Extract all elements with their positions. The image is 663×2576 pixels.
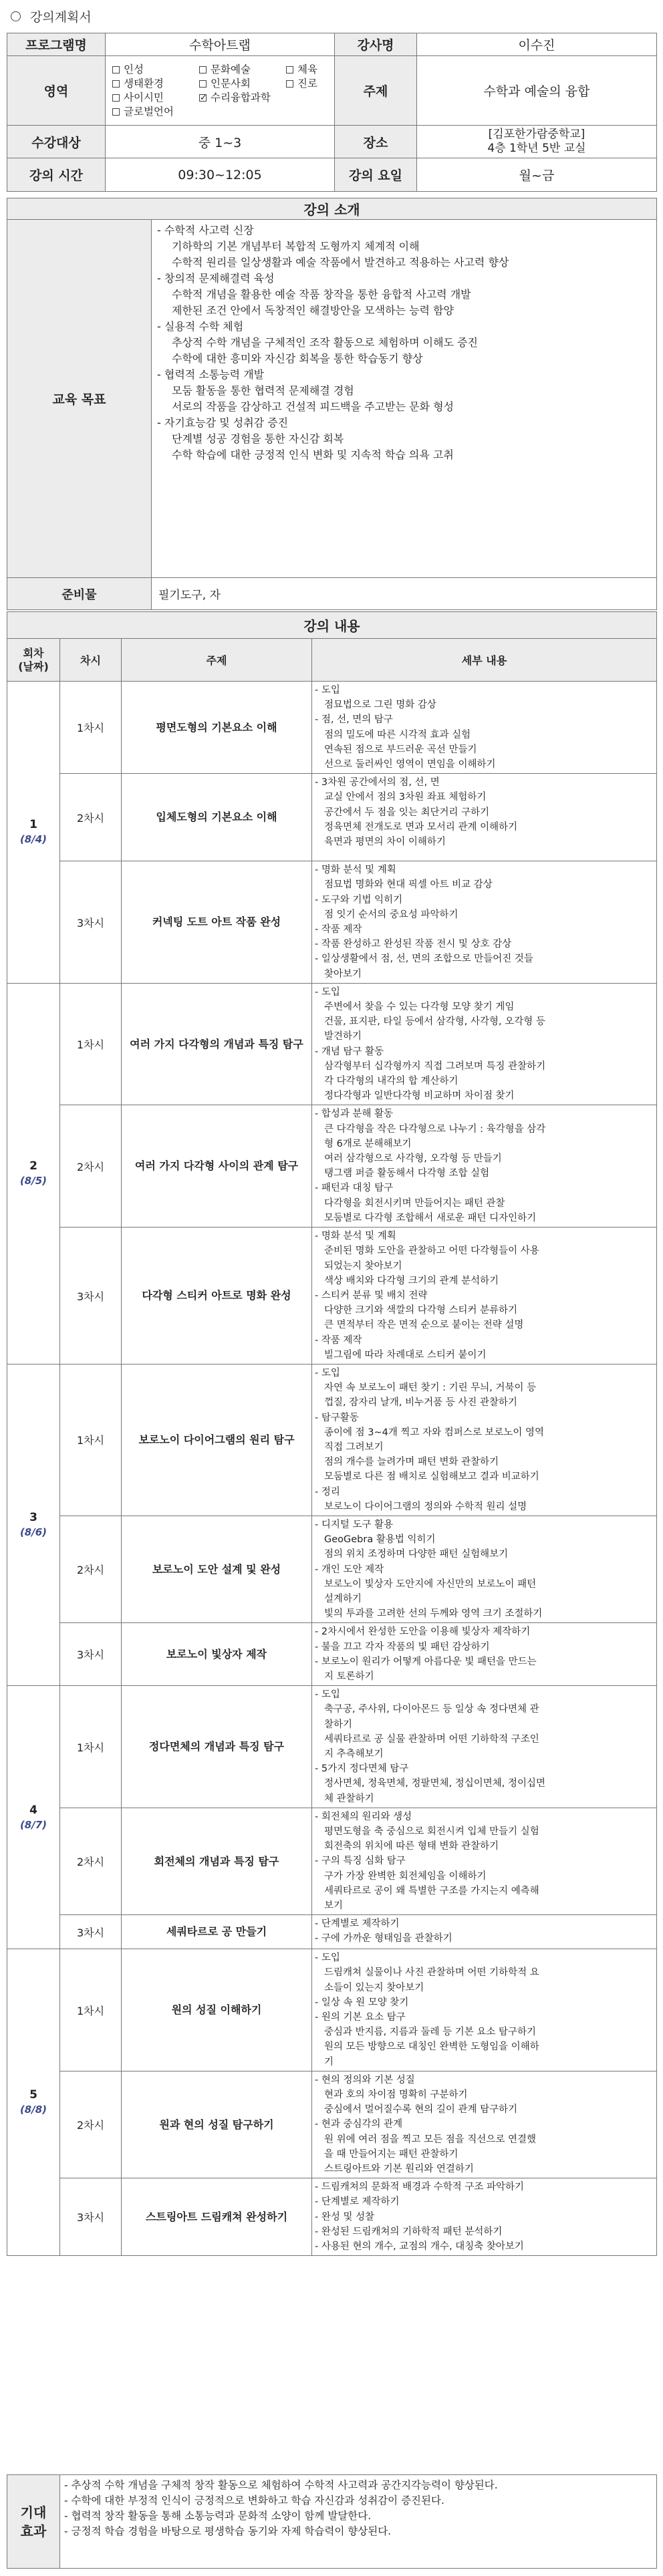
place-line-2: 4층 1학년 5반 교실 <box>487 142 586 155</box>
doc-header <box>7 3 92 29</box>
detail-line: 지 추측해보기 <box>324 1749 384 1759</box>
content-title: 강의 내용 <box>7 612 657 639</box>
detail-line: 각 다각형의 내각의 합 계산하기 <box>324 1076 458 1087</box>
day-number: 4 <box>29 1803 37 1817</box>
detail-line: 탱그램 퍼즐 활동해서 다각형 조합 실험 <box>324 1168 490 1179</box>
goal-detail: 모둠 활동을 통한 협력적 문제해결 경험 <box>172 384 354 397</box>
detail-line: 다각형을 회전시키며 만들어지는 패턴 관찰 <box>324 1197 505 1209</box>
detail-line: - 완성된 드림캐쳐의 기하학적 패턴 분석하기 <box>315 2225 654 2239</box>
session-details <box>312 2178 657 2256</box>
detail-line: 공간에서 두 점을 잇는 최단거리 구하기 <box>324 807 490 818</box>
domain-option-label: 문화예술 <box>211 63 251 76</box>
domain-option-label: 체육 <box>297 63 317 76</box>
detail-line: - 도구와 기법 익히기 <box>315 893 654 907</box>
goal-detail: 수학 학습에 대한 긍정적 인식 변화 및 지속적 학습 의욕 고취 <box>172 448 454 461</box>
detail-line: 빛의 투과를 고려한 선의 두께와 영역 크기 조절하기 <box>324 1608 543 1620</box>
detail-line: 축구공, 주사위, 다이아몬드 등 일상 속 정다면체 관 <box>324 1704 539 1715</box>
place-value <box>417 126 657 158</box>
session-row <box>7 1228 657 1365</box>
checkbox-icon <box>199 80 207 88</box>
domain-option <box>286 63 360 76</box>
detail-line: 중심에서 멀어질수록 현의 길이 관계 탐구하기 <box>324 2104 518 2116</box>
session-topic: 입체도형의 기본요소 이해 <box>122 774 312 861</box>
detail-line: 큰 면적부터 작은 면적 순으로 붙이는 전략 설명 <box>324 1320 524 1331</box>
detail-line: - 2차시에서 완성한 도안을 이용해 빛상자 제작하기 <box>315 1624 654 1639</box>
detail-line: 정육면체 전개도로 면과 모서리 관계 이해하기 <box>324 821 518 833</box>
day-cell <box>7 983 60 1364</box>
detail-line: 스트링아트와 기본 원리와 연결하기 <box>324 2164 474 2175</box>
session-topic: 보로노이 도안 설계 및 완성 <box>122 1516 312 1622</box>
checkbox-icon <box>286 66 293 74</box>
detail-line: 점묘법으로 그린 명화 감상 <box>324 700 436 711</box>
detail-line: - 도입 <box>315 683 654 698</box>
detail-line: - 명화 분석 및 계획 <box>315 1229 654 1244</box>
detail-line: 형 6개로 분해해보기 <box>324 1138 412 1149</box>
checkbox-icon <box>199 66 207 74</box>
domain-checklist <box>106 56 335 126</box>
doc-title: 강의계획서 <box>30 9 92 25</box>
detail-line: - 작품 완성하고 완성된 작품 전시 및 상호 감상 <box>315 937 654 952</box>
program-label: 프로그램명 <box>7 33 106 56</box>
detail-line: - 3차원 공간에서의 점, 선, 면 <box>315 775 654 790</box>
expectation-item: - 수학에 대한 부정적 인식이 긍정적으로 변화하고 학습 자신감과 성취감이 증진된다. <box>64 2493 652 2509</box>
detail-line: - 현과 중심각의 관계 <box>315 2117 654 2132</box>
detail-line: 점의 개수를 늘려가며 패턴 변화 관찰하기 <box>324 1457 499 1468</box>
day-number: 5 <box>29 2088 37 2102</box>
prep-value: 필기도구, 자 <box>152 578 657 610</box>
goal-heading: - 자기효능감 및 성취감 증진 <box>157 415 651 431</box>
intro-title: 강의 소개 <box>7 198 657 220</box>
session-row <box>7 2071 657 2178</box>
session-row <box>7 1516 657 1622</box>
session-row <box>7 1949 657 2071</box>
detail-line: 드림캐쳐 실물이나 사진 관찰하며 어떤 기하학적 요 <box>324 1967 539 1979</box>
detail-line: 점 잇기 순서의 중요성 파악하기 <box>324 909 458 920</box>
detail-line: 점의 위치 조정하며 다양한 패턴 실험해보기 <box>324 1549 509 1560</box>
domain-option-label: 사이시민 <box>124 91 164 104</box>
domain-option-label: 인문사회 <box>211 77 251 90</box>
time-label: 강의 시간 <box>7 158 106 192</box>
domain-option <box>286 78 360 90</box>
checkbox-icon <box>286 80 293 88</box>
detail-line: 찾아보기 <box>324 968 362 980</box>
session-row <box>7 682 657 774</box>
detail-line: 지 토론하기 <box>324 1671 374 1682</box>
expectation-label: 기대 효과 <box>7 2475 60 2569</box>
domain-option-label: 진로 <box>297 77 317 90</box>
detail-line: 껍질, 잠자리 날개, 비누거품 등 사진 관찰하기 <box>324 1397 517 1409</box>
detail-line: - 드림캐쳐의 문화적 배경과 수학적 구조 파악하기 <box>315 2180 654 2194</box>
detail-line: 색상 배치와 다각형 크기의 관계 분석하기 <box>324 1275 499 1286</box>
checkbox-icon <box>112 66 120 74</box>
detail-line: - 도입 <box>315 985 654 1000</box>
session-label: 3차시 <box>60 1623 122 1686</box>
session-details <box>312 682 657 774</box>
place-line-1: [김포한가람중학교] <box>488 128 585 141</box>
domain-label: 영역 <box>7 56 106 126</box>
domain-option-label: 생태환경 <box>124 77 164 90</box>
detail-line: 다양한 크기와 색깔의 다각형 스티커 분류하기 <box>324 1305 518 1316</box>
detail-line: 정다각형과 일반다각형 비교하며 차이점 찾기 <box>324 1091 515 1102</box>
detail-line: - 개념 탐구 활동 <box>315 1044 654 1059</box>
detail-line: 연속된 점으로 부드러운 곡선 만들기 <box>324 744 477 755</box>
detail-line: 원의 모든 방향으로 대칭인 완벽한 도형임을 이해하 <box>324 2041 539 2053</box>
target-label: 수강대상 <box>7 126 106 158</box>
detail-line: - 작품 제작 <box>315 1333 654 1348</box>
detail-line: 정사면체, 정육면체, 정팔면체, 정십이면체, 정이십면 <box>324 1778 546 1790</box>
session-details <box>312 1686 657 1808</box>
detail-line: 여러 삼각형으로 사각형, 오각형 등 만들기 <box>324 1153 502 1165</box>
detail-line: 회전축의 위치에 따른 형태 변화 관찰하기 <box>324 1841 499 1852</box>
detail-line: 원 위에 여러 점을 찍고 모든 점을 직선으로 연결했 <box>324 2134 537 2145</box>
session-label: 3차시 <box>60 1228 122 1365</box>
detail-line: - 구에 가까운 형태임을 관찰하기 <box>315 1931 654 1946</box>
detail-line: - 스티커 분류 및 배치 전략 <box>315 1288 654 1303</box>
detail-line: 세쿼타르로 공 실물 관찰하며 어떤 기하학적 구조인 <box>324 1733 539 1745</box>
session-label: 1차시 <box>60 682 122 774</box>
session-label: 2차시 <box>60 1516 122 1622</box>
detail-line: 모둠별로 다른 점 배치로 실험해보고 결과 비교하기 <box>324 1471 539 1483</box>
detail-line: 빌그림에 따라 차례대로 스티커 붙이기 <box>324 1349 487 1361</box>
circle-bullet-icon <box>11 11 21 21</box>
expectation-item: - 협력적 창작 활동을 통해 소통능력과 문화적 소양이 함께 발달한다. <box>64 2509 652 2524</box>
detail-line: - 패턴과 대칭 탐구 <box>315 1181 654 1195</box>
day-date: (8/8) <box>19 2104 47 2116</box>
detail-line: - 5가지 정다면체 탐구 <box>315 1761 654 1776</box>
session-topic: 보로노이 빛상자 제작 <box>122 1623 312 1686</box>
detail-line: 교실 안에서 점의 3차원 좌표 체험하기 <box>324 792 487 803</box>
detail-line: - 디지털 도구 활용 <box>315 1518 654 1532</box>
session-label: 2차시 <box>60 774 122 861</box>
goal-detail: 기하학의 기본 개념부터 복합적 도형까지 체계적 이해 <box>172 240 420 253</box>
detail-line: - 완성 및 성찰 <box>315 2210 654 2225</box>
detail-line: 보기 <box>324 1900 344 1912</box>
session-topic: 세쿼타르로 공 만들기 <box>122 1915 312 1949</box>
detail-line: 세쿼타르로 공이 왜 특별한 구조를 가지는지 예측해 <box>324 1885 539 1896</box>
goal-detail: 수학적 원리를 일상생활과 예술 작품에서 발견하고 적용하는 사고력 향상 <box>172 256 509 269</box>
detail-line: 소들이 있는지 찾아보기 <box>324 1982 424 1993</box>
time-value: 09:30~12:05 <box>106 158 335 192</box>
day-cell <box>7 682 60 984</box>
detail-line: 보로노이 다이어그램의 정의와 수학적 원리 설명 <box>324 1501 527 1512</box>
detail-line: - 점, 선, 면의 탐구 <box>315 712 654 727</box>
goal-heading: - 실용적 수학 체험 <box>157 319 651 335</box>
detail-line: - 사용된 현의 개수, 교점의 개수, 대칭축 찾아보기 <box>315 2239 654 2254</box>
detail-line: 삼각형부터 십각형까지 직접 그려보며 특징 관찰하기 <box>324 1060 546 1072</box>
session-details <box>312 1949 657 2071</box>
session-label: 3차시 <box>60 1915 122 1949</box>
session-details <box>312 1623 657 1686</box>
session-row <box>7 2178 657 2256</box>
session-topic: 여러 가지 다각형의 개념과 특징 탐구 <box>122 983 312 1105</box>
session-details <box>312 774 657 861</box>
detail-line: 직접 그려보기 <box>324 1441 384 1453</box>
session-label: 1차시 <box>60 983 122 1105</box>
prep-label: 준비물 <box>7 578 152 610</box>
session-row <box>7 1364 657 1516</box>
detail-line: - 작품 제작 <box>315 922 654 937</box>
session-details <box>312 1915 657 1949</box>
detail-line: 을 때 만들어지는 패턴 관찰하기 <box>324 2148 458 2160</box>
detail-line: - 도입 <box>315 1687 654 1702</box>
session-row <box>7 1808 657 1914</box>
detail-line: 점의 밀도에 따른 시각적 효과 실험 <box>324 729 471 740</box>
session-row <box>7 1623 657 1686</box>
day-cell <box>7 1364 60 1685</box>
session-details <box>312 1105 657 1228</box>
session-details <box>312 1516 657 1622</box>
info-table <box>7 33 657 192</box>
detail-line: 설계하기 <box>324 1593 362 1604</box>
checkbox-icon <box>112 94 120 102</box>
session-details <box>312 1808 657 1914</box>
domain-option <box>199 63 286 76</box>
detail-line: 선으로 둘러싸인 영역이 면임을 이해하기 <box>324 759 496 770</box>
goal-heading: - 협력적 소통능력 개발 <box>157 367 651 383</box>
expectation-item: - 추상적 수학 개념을 구체적 창작 활동으로 체험하여 수학적 사고력과 공간지각능력이 향상된다. <box>64 2478 652 2493</box>
detail-line: GeoGebra 활용법 익히기 <box>324 1534 436 1546</box>
detail-line: - 탐구활동 <box>315 1411 654 1425</box>
detail-line: 모둠별로 다각형 조합해서 새로운 패턴 디자인하기 <box>324 1212 537 1224</box>
day-date: (8/5) <box>19 1175 47 1187</box>
col-session-header: 차시 <box>60 639 122 682</box>
domain-option <box>112 92 199 104</box>
expectation-item: - 긍정적 학습 경험을 바탕으로 평생학습 동기와 자제 학습력이 향상된다. <box>64 2524 652 2539</box>
domain-option <box>199 92 286 104</box>
detail-line: - 단계별로 제작하기 <box>315 1916 654 1931</box>
detail-line: - 개인 도안 제작 <box>315 1562 654 1577</box>
weekday-label: 강의 요일 <box>335 158 417 192</box>
session-topic: 여러 가지 다각형 사이의 관계 탐구 <box>122 1105 312 1228</box>
detail-line: 건물, 표지판, 타일 등에서 삼각형, 사각형, 오각형 등 <box>324 1016 545 1028</box>
detail-line: - 회전체의 원리와 생성 <box>315 1810 654 1824</box>
checkbox-icon <box>112 80 120 88</box>
day-cell <box>7 1686 60 1949</box>
content-table <box>7 611 657 2256</box>
session-topic: 평면도형의 기본요소 이해 <box>122 682 312 774</box>
detail-line: 종이에 점 3~4개 찍고 자와 컴퍼스로 보로노이 영역 <box>324 1427 544 1438</box>
col-detail-header: 세부 내용 <box>312 639 657 682</box>
intro-table <box>7 198 657 610</box>
session-details <box>312 983 657 1105</box>
detail-line: - 정리 <box>315 1485 654 1499</box>
detail-line: 발견하기 <box>324 1031 362 1042</box>
program-value: 수학아트랩 <box>106 33 335 56</box>
detail-line: - 도입 <box>315 1366 654 1381</box>
session-topic: 보로노이 다이어그램의 원리 탐구 <box>122 1364 312 1516</box>
session-row <box>7 983 657 1105</box>
detail-line: 체 관찰하기 <box>324 1793 374 1804</box>
session-topic: 커넥팅 도트 아트 작품 완성 <box>122 861 312 984</box>
detail-line: - 일상 속 원 모양 찾기 <box>315 1995 654 2010</box>
session-label: 2차시 <box>60 2071 122 2178</box>
detail-line: 찰하기 <box>324 1719 353 1730</box>
detail-line: 평면도형을 축 중심으로 회전시켜 입체 만들기 실험 <box>324 1826 539 1838</box>
detail-line: 구가 가장 완벽한 회전체임을 이해하기 <box>324 1870 487 1882</box>
detail-line: 자연 속 보로노이 패턴 찾기 : 기린 무늬, 거북이 등 <box>324 1383 537 1394</box>
col-day-header: 회차 (날짜) <box>7 639 60 682</box>
session-label: 3차시 <box>60 2178 122 2256</box>
session-topic: 스트링아트 드림캐쳐 완성하기 <box>122 2178 312 2256</box>
detail-line: - 원의 기본 요소 탐구 <box>315 2010 654 2025</box>
domain-option-label: 인성 <box>124 63 144 76</box>
goal-detail: 수학에 대한 흥미와 자신감 회복을 통한 학습동기 향상 <box>172 352 423 365</box>
session-details <box>312 861 657 984</box>
day-number: 3 <box>29 1511 37 1525</box>
detail-line: - 도입 <box>315 1951 654 1965</box>
detail-line: 주변에서 찾을 수 있는 다각형 모양 찾기 게임 <box>324 1002 515 1013</box>
detail-line: - 구의 특징 심화 탐구 <box>315 1854 654 1868</box>
place-label: 장소 <box>335 126 417 158</box>
detail-line: - 명화 분석 및 계획 <box>315 863 654 877</box>
theme-label: 주제 <box>335 56 417 126</box>
goal-detail: 서로의 작품을 감상하고 건설적 피드백을 주고받는 문화 형성 <box>172 400 454 413</box>
detail-line: - 일상생활에서 점, 선, 면의 조합으로 만들어진 것들 <box>315 952 654 966</box>
detail-line: 큰 다각형을 작은 다각형으로 나누기 : 육각형을 삼각 <box>324 1123 546 1135</box>
domain-option <box>199 78 286 90</box>
session-topic: 원의 성질 이해하기 <box>122 1949 312 2071</box>
day-cell <box>7 1949 60 2256</box>
goal-heading: - 수학적 사고력 신장 <box>157 223 651 239</box>
col-topic-header: 주제 <box>122 639 312 682</box>
domain-option <box>112 106 199 118</box>
day-date: (8/7) <box>19 1818 47 1831</box>
goal-detail: 수학적 개념을 활용한 예술 작품 창작을 통한 융합적 사고력 개발 <box>172 288 471 301</box>
goals-label: 교육 목표 <box>7 220 152 578</box>
session-row <box>7 1686 657 1808</box>
session-topic: 정다면체의 개념과 특징 탐구 <box>122 1686 312 1808</box>
detail-line: 중심과 반지름, 지름과 둘레 등 기본 요소 탐구하기 <box>324 2027 537 2038</box>
detail-line: 기 <box>324 2056 334 2067</box>
day-date: (8/4) <box>19 833 47 846</box>
session-topic: 다각형 스티커 아트로 명화 완성 <box>122 1228 312 1365</box>
detail-line: - 보로노이 원리가 어떻게 아름다운 빛 패턴을 만드는 <box>315 1655 654 1669</box>
expectation-table <box>7 2474 657 2569</box>
detail-line: 되었는지 찾아보기 <box>324 1260 402 1272</box>
goal-detail: 단계별 성공 경험을 통한 자신감 회복 <box>172 432 344 445</box>
detail-line: - 현의 정의와 기본 성질 <box>315 2073 654 2088</box>
detail-line: 준비된 명화 도안을 관찰하고 어떤 다각형들이 사용 <box>324 1246 539 1257</box>
session-row <box>7 1105 657 1228</box>
session-label: 1차시 <box>60 1686 122 1808</box>
goals-list <box>152 220 657 578</box>
instructor-value: 이수진 <box>417 33 657 56</box>
session-row <box>7 861 657 984</box>
detail-line: - 불을 끄고 각자 작품의 빛 패턴 감상하기 <box>315 1640 654 1655</box>
session-details <box>312 2071 657 2178</box>
session-details <box>312 1364 657 1516</box>
theme-value: 수학과 예술의 융합 <box>417 56 657 126</box>
checked-box-icon <box>199 94 207 102</box>
goal-detail: 제한된 조건 안에서 독창적인 해결방안을 모색하는 능력 함양 <box>172 304 454 317</box>
detail-line: 보로노이 빛상자 도안지에 자신만의 보로노이 패턴 <box>324 1578 537 1590</box>
session-label: 2차시 <box>60 1105 122 1228</box>
domain-option-label: 글로벌언어 <box>124 105 174 118</box>
day-number: 1 <box>29 818 37 832</box>
domain-option-label: 수리융합과학 <box>211 91 271 104</box>
goal-detail: 추상적 수학 개념을 구체적인 조작 활동으로 체험하며 이해도 증진 <box>172 336 479 349</box>
detail-line: - 단계별로 제작하기 <box>315 2194 654 2209</box>
day-date: (8/6) <box>19 1526 47 1539</box>
instructor-label: 강사명 <box>335 33 417 56</box>
session-label: 2차시 <box>60 1808 122 1914</box>
session-row <box>7 774 657 861</box>
weekday-value: 월~금 <box>417 158 657 192</box>
expectation-list <box>60 2475 657 2569</box>
target-value: 중 1~3 <box>106 126 335 158</box>
detail-line: - 합성과 분해 활동 <box>315 1107 654 1121</box>
session-row <box>7 1915 657 1949</box>
session-topic: 원과 현의 성질 탐구하기 <box>122 2071 312 2178</box>
detail-line: 점묘법 명화와 현대 픽셀 아트 비교 감상 <box>324 879 493 891</box>
checkbox-icon <box>112 108 120 116</box>
session-label: 1차시 <box>60 1364 122 1516</box>
day-number: 2 <box>29 1159 37 1173</box>
domain-option <box>112 78 199 90</box>
session-label: 3차시 <box>60 861 122 984</box>
detail-line: 현과 호의 차이점 명확히 구분하기 <box>324 2090 468 2101</box>
goal-heading: - 창의적 문제해결력 육성 <box>157 271 651 287</box>
session-topic: 회전체의 개념과 특징 탐구 <box>122 1808 312 1914</box>
session-label: 1차시 <box>60 1949 122 2071</box>
domain-option <box>112 63 199 76</box>
session-details <box>312 1228 657 1365</box>
detail-line: 육면과 평면의 차이 이해하기 <box>324 837 446 848</box>
